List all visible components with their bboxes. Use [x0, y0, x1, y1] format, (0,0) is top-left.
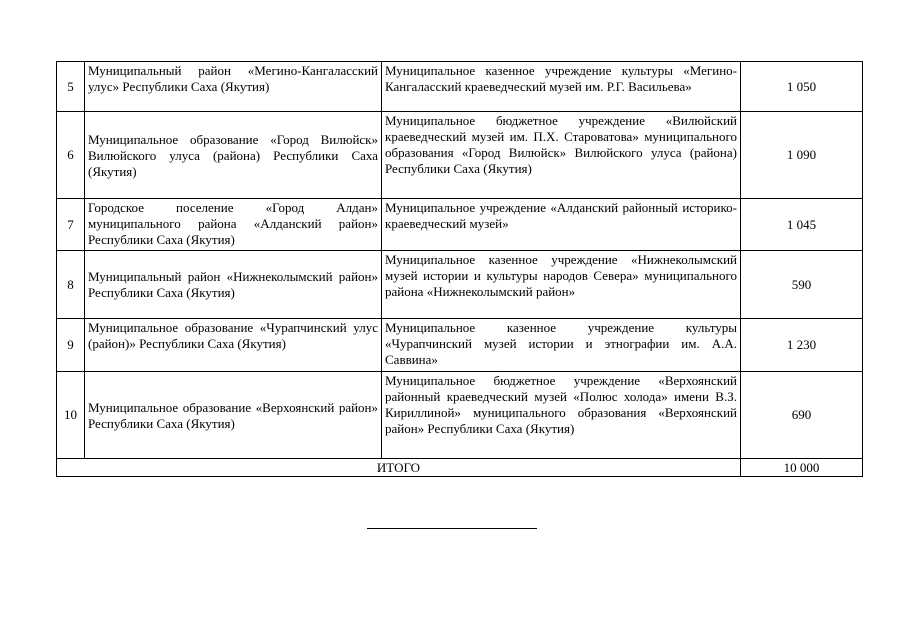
municipality-cell: Муниципальный район «Нижнеколымский район» Республики Саха (Якутия)	[85, 251, 382, 319]
row-number: 8	[57, 251, 85, 319]
municipality-cell: Муниципальное образование «Чурапчинский улус (район)» Республики Саха (Якутия)	[85, 319, 382, 372]
closing-divider-line	[367, 528, 537, 529]
table-row	[57, 112, 863, 199]
grant-distribution-table	[56, 61, 863, 477]
institution-cell: Муниципальное казенное учреждение культуры «Мегино-Кангаласский краеведческий музей им. Р.Г. Васильева»	[382, 62, 741, 112]
amount-cell: 1 045	[741, 199, 863, 251]
total-row	[57, 459, 863, 477]
institution-cell: Муниципальное казенное учреждение культуры «Чурапчинский музей истории и этнографии им. А.А. Саввина»	[382, 319, 741, 372]
institution-cell: Муниципальное учреждение «Алданский районный историко-краеведческий музей»	[382, 199, 741, 251]
institution-cell: Муниципальное бюджетное учреждение «Верхоянский районный краеведческий музей «Полюс холода» имени В.З. Кириллиной» муниципального образования «Верхоянский район» Республики Саха (Якутия)	[382, 372, 741, 459]
municipality-cell: Муниципальное образование «Верхоянский район» Республики Саха (Якутия)	[85, 372, 382, 459]
amount-cell: 590	[741, 251, 863, 319]
row-number: 10	[57, 372, 85, 459]
table-row	[57, 62, 863, 112]
institution-cell: Муниципальное казенное учреждение «Нижнеколымский музей истории и культуры народов Севера» муниципального района «Нижнеколымский район»	[382, 251, 741, 319]
row-number: 9	[57, 319, 85, 372]
row-number: 6	[57, 112, 85, 199]
row-number: 7	[57, 199, 85, 251]
table-row	[57, 199, 863, 251]
amount-cell: 1 230	[741, 319, 863, 372]
table-row	[57, 319, 863, 372]
amount-cell: 1 090	[741, 112, 863, 199]
amount-cell: 1 050	[741, 62, 863, 112]
table-row	[57, 372, 863, 459]
amount-cell: 690	[741, 372, 863, 459]
total-label: ИТОГО	[57, 459, 741, 477]
row-number: 5	[57, 62, 85, 112]
municipality-cell: Муниципальный район «Мегино-Кангаласский улус» Республики Саха (Якутия)	[85, 62, 382, 112]
table-row	[57, 251, 863, 319]
total-amount: 10 000	[741, 459, 863, 477]
municipality-cell: Городское поселение «Город Алдан» муниципального района «Алданский район» Республики Саха (Якутия)	[85, 199, 382, 251]
municipality-cell: Муниципальное образование «Город Вилюйск» Вилюйского улуса (района) Республики Саха (Якутия)	[85, 112, 382, 199]
institution-cell: Муниципальное бюджетное учреждение «Вилюйский краеведческий музей им. П.Х. Староватова» муниципального образования «Город Вилюйск» Вилюйского улуса (района) Республики Саха (Якутия)	[382, 112, 741, 199]
